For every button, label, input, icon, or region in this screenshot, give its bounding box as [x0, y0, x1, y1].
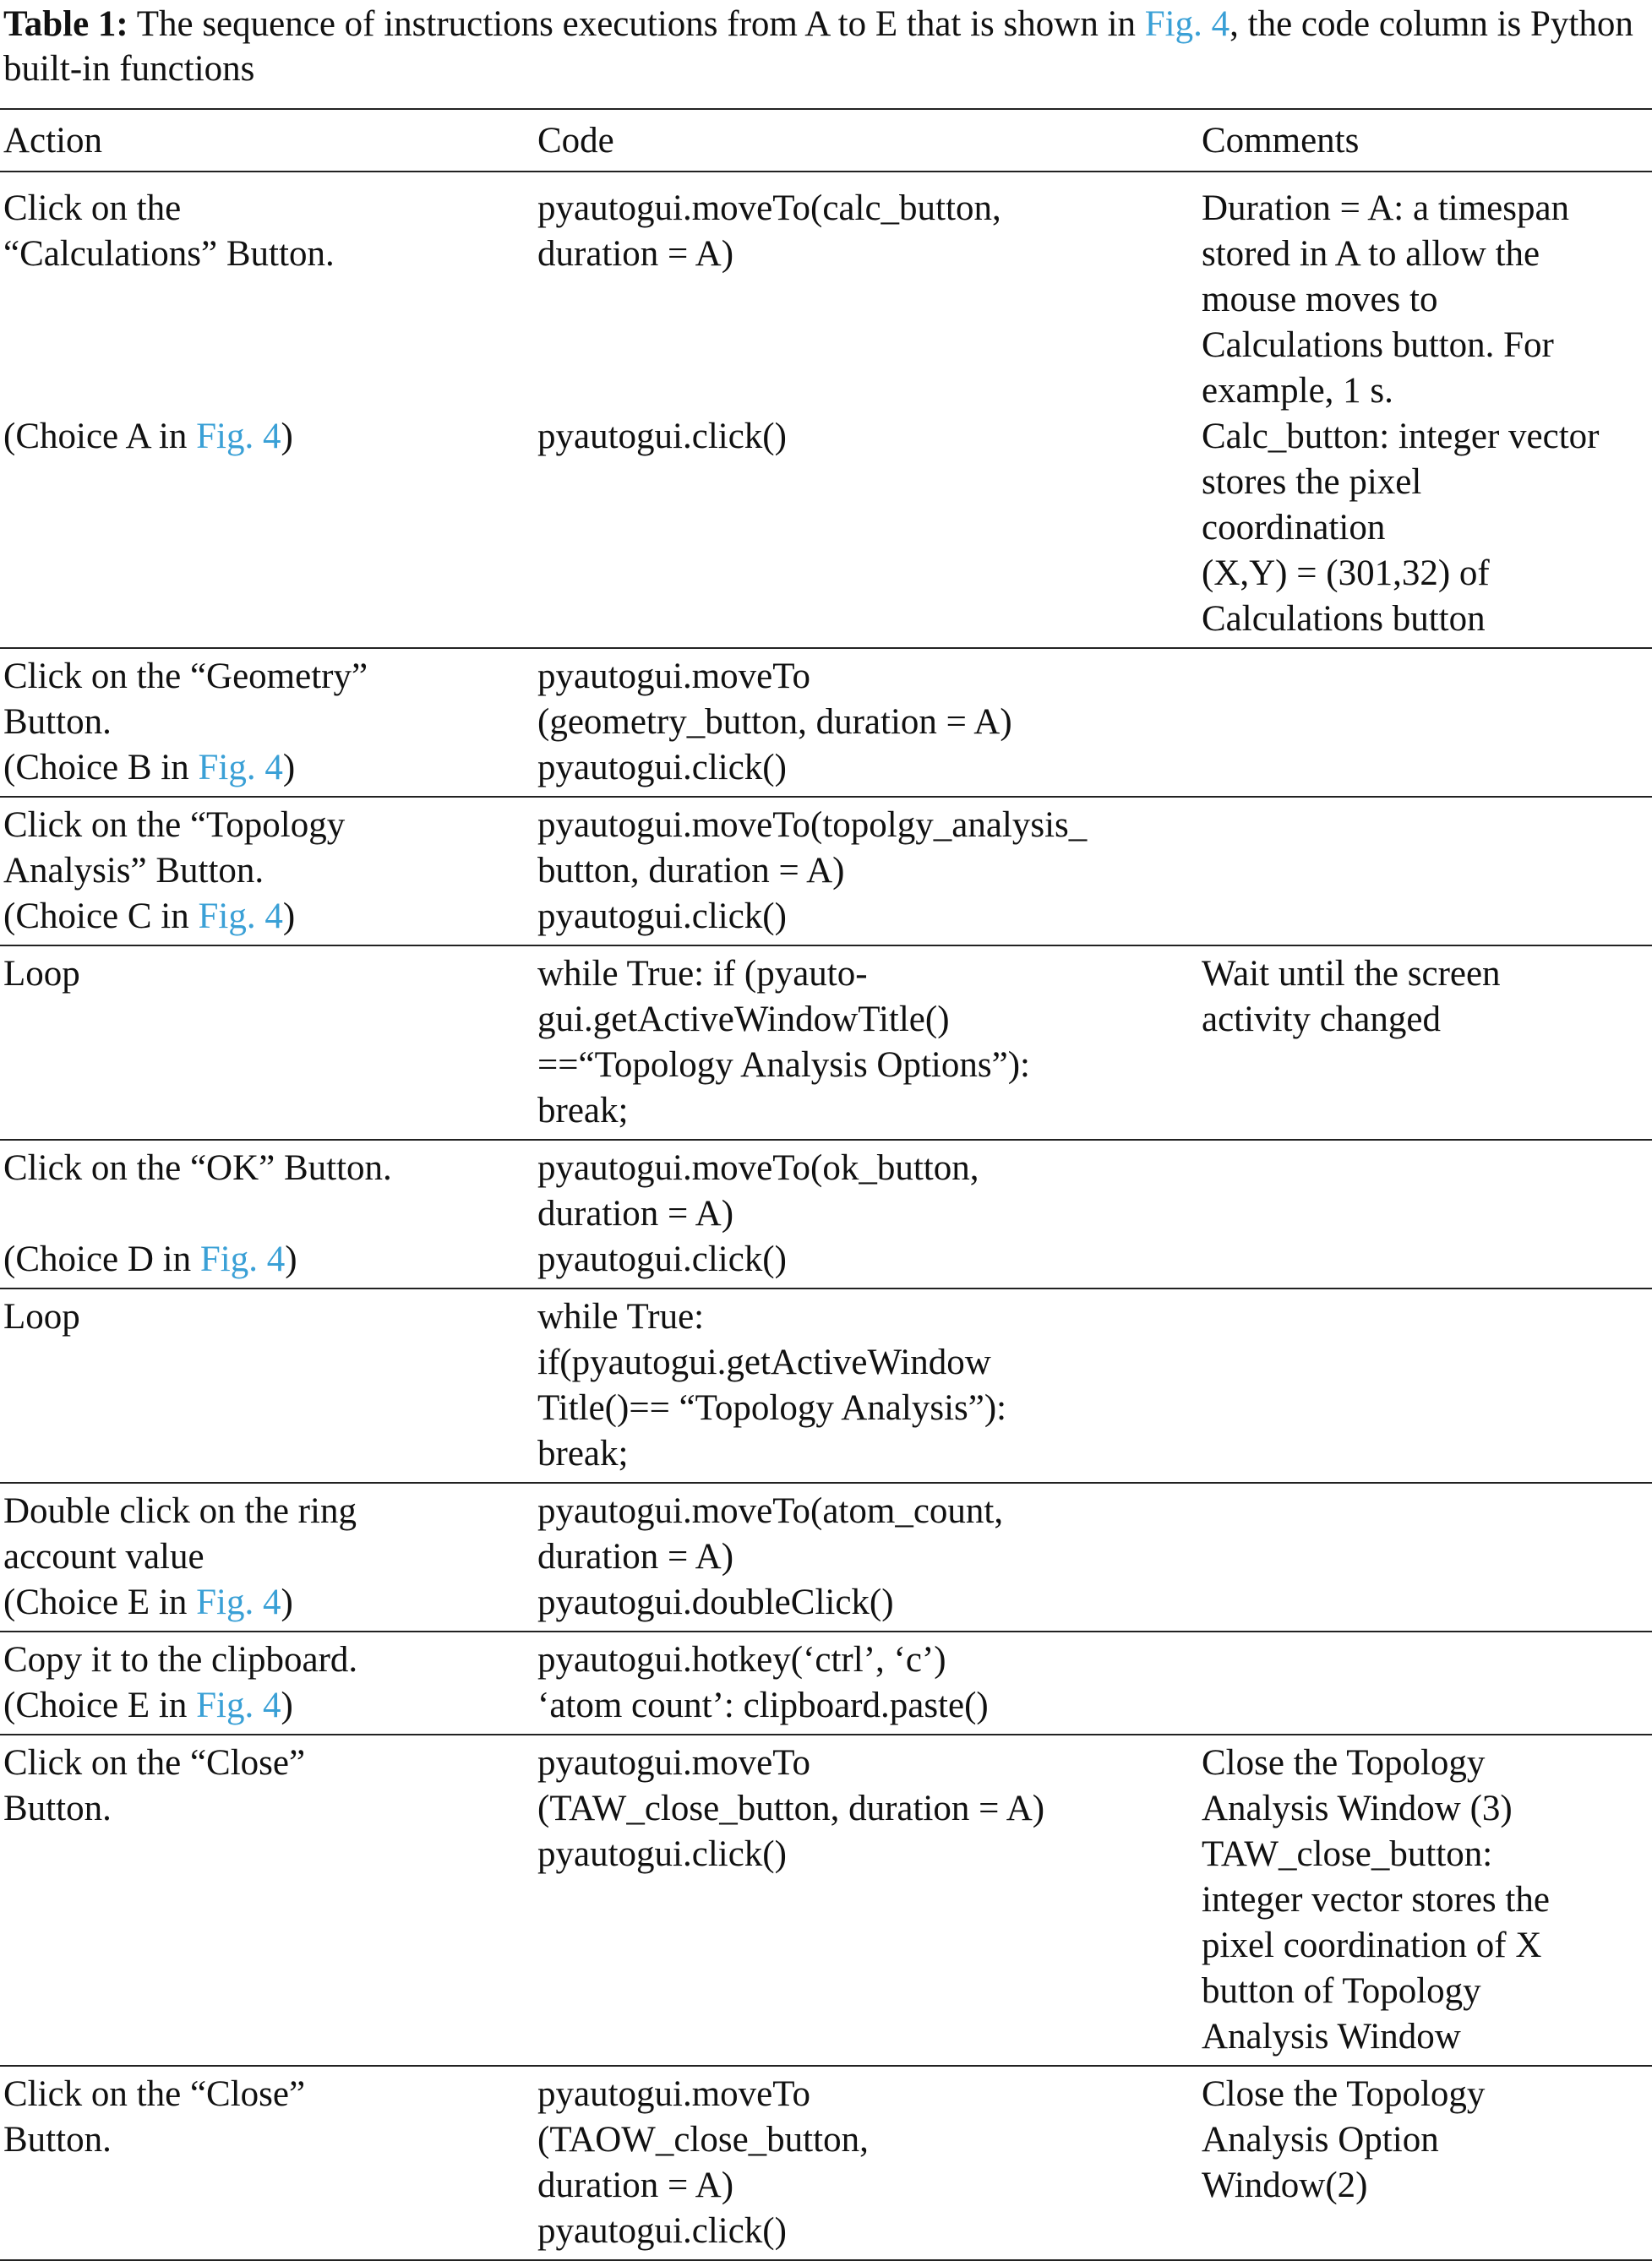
cell-line — [537, 277, 1195, 323]
header-comments: Comments — [1198, 109, 1652, 172]
cell-line: duration = A) — [537, 2166, 734, 2205]
cell-line: Click on the “OK” Button. — [3, 1148, 392, 1188]
cell-line: Wait until the screen — [1202, 954, 1501, 994]
cell-line: example, 1 s. — [1202, 371, 1393, 411]
code-cell — [534, 945, 1198, 1140]
cell-line: Title()== “Topology Analysis”): — [537, 1388, 1007, 1428]
comments-cell — [1198, 1288, 1652, 1483]
cell-line: Button. — [3, 1789, 112, 1828]
cell-line: Copy it to the clipboard. — [3, 1640, 358, 1680]
code-cell — [534, 172, 1198, 648]
cell-line: duration = A) — [537, 1194, 734, 1234]
cell-line: Double click on the ring — [3, 1491, 357, 1531]
cell-line: duration = A) — [537, 1537, 734, 1577]
cell-line: mouse moves to — [1202, 280, 1438, 319]
cell-line: Analysis Option — [1202, 2120, 1439, 2160]
figure-link[interactable]: Fig. 4 — [196, 1583, 281, 1622]
figure-link[interactable]: Fig. 4 — [196, 1686, 281, 1725]
cell-line: activity changed — [1202, 1000, 1441, 1039]
cell-line: pyautogui.click() — [537, 2211, 787, 2251]
cell-line: Click on the “Close” — [3, 1743, 306, 1783]
caption-text-before: The sequence of instructions executions from A to E that is shown in — [128, 4, 1145, 44]
code-cell — [534, 797, 1198, 945]
cell-line: Duration = A: a timespan — [1202, 188, 1570, 228]
cell-line — [3, 1191, 531, 1237]
cell-line: duration = A) — [537, 234, 734, 274]
cell-line: Calculations button — [1202, 599, 1486, 639]
comments-cell — [1198, 2066, 1652, 2260]
action-cell — [0, 1483, 534, 1632]
cell-line — [3, 277, 531, 323]
table-row — [0, 1483, 1652, 1632]
table-row — [0, 945, 1652, 1140]
cell-line: ‘atom count’: clipboard.paste() — [537, 1686, 989, 1725]
cell-line: pyautogui.moveTo(ok_button, — [537, 1148, 979, 1188]
caption-text-after: , the code column is Python built-in functions — [3, 4, 1633, 89]
cell-line: (Choice E in Fig. 4) — [3, 1583, 293, 1622]
cell-line: (TAOW_close_button, — [537, 2120, 869, 2160]
cell-line: Button. — [3, 702, 112, 742]
table-body — [0, 172, 1652, 2260]
instructions-table — [0, 108, 1652, 2261]
cell-line: while True: — [537, 1297, 705, 1337]
cell-line: pyautogui.click() — [537, 1834, 787, 1874]
cell-line: pyautogui.moveTo — [537, 1743, 811, 1783]
cell-line — [3, 323, 531, 368]
cell-line: Loop — [3, 954, 80, 994]
caption-label: Table 1: — [3, 4, 128, 44]
cell-line: button of Topology — [1202, 1971, 1481, 2011]
cell-line: stores the pixel — [1202, 462, 1422, 502]
comments-cell — [1198, 945, 1652, 1140]
cell-line: pyautogui.click() — [537, 417, 787, 456]
comments-cell — [1198, 797, 1652, 945]
comments-cell — [1198, 1140, 1652, 1288]
table-row — [0, 1735, 1652, 2066]
code-cell — [534, 1140, 1198, 1288]
cell-line: Click on the “Geometry” — [3, 657, 368, 696]
cell-line: Click on the “Topology — [3, 805, 346, 845]
comments-cell — [1198, 1483, 1652, 1632]
cell-line: pyautogui.doubleClick() — [537, 1583, 894, 1622]
figure-link[interactable]: Fig. 4 — [199, 1239, 286, 1279]
cell-line: (Choice E in Fig. 4) — [3, 1686, 293, 1725]
code-cell — [534, 648, 1198, 797]
comments-cell — [1198, 172, 1652, 648]
cell-line: stored in A to allow the — [1202, 234, 1540, 274]
cell-line: Click on the — [3, 188, 182, 228]
cell-line: break; — [537, 1091, 629, 1130]
cell-line: pyautogui.click() — [537, 1239, 787, 1279]
cell-line: Close the Topology — [1202, 2074, 1486, 2114]
cell-line: button, duration = A) — [537, 851, 845, 891]
cell-line: (Choice C in Fig. 4) — [3, 896, 296, 936]
caption-figure-link[interactable]: Fig. 4 — [1144, 4, 1230, 44]
cell-line: break; — [537, 1434, 629, 1474]
cell-line: (TAW_close_button, duration = A) — [537, 1789, 1045, 1828]
header-action: Action — [0, 109, 534, 172]
code-cell — [534, 1632, 1198, 1735]
figure-link[interactable]: Fig. 4 — [198, 748, 283, 787]
cell-line: (Choice D in Fig. 4) — [3, 1239, 297, 1279]
cell-line: Analysis Window — [1202, 2017, 1461, 2057]
code-cell — [534, 1288, 1198, 1483]
header-code: Code — [534, 109, 1198, 172]
cell-line: gui.getActiveWindowTitle() — [537, 1000, 950, 1039]
cell-line: account value — [3, 1537, 204, 1577]
comments-cell — [1198, 1735, 1652, 2066]
table-row — [0, 1632, 1652, 1735]
cell-line: pyautogui.click() — [537, 748, 787, 787]
action-cell — [0, 797, 534, 945]
header-row — [0, 109, 1652, 172]
action-cell — [0, 945, 534, 1140]
table-row — [0, 648, 1652, 797]
cell-line: Loop — [3, 1297, 80, 1337]
comments-cell — [1198, 648, 1652, 797]
cell-line: pyautogui.moveTo — [537, 657, 811, 696]
cell-line: Click on the “Close” — [3, 2074, 306, 2114]
cell-line: pyautogui.moveTo(atom_count, — [537, 1491, 1004, 1531]
cell-line: while True: if (pyauto- — [537, 954, 868, 994]
action-cell — [0, 1735, 534, 2066]
cell-line: Calculations button. For — [1202, 325, 1554, 365]
cell-line: pixel coordination of X — [1202, 1926, 1542, 1965]
code-cell — [534, 1735, 1198, 2066]
cell-line: (X,Y) = (301,32) of — [1202, 553, 1490, 593]
action-cell — [0, 2066, 534, 2260]
cell-line: pyautogui.moveTo(calc_button, — [537, 188, 1001, 228]
cell-line: (Choice B in Fig. 4) — [3, 748, 296, 787]
cell-line: (geometry_button, duration = A) — [537, 702, 1012, 742]
cell-line — [3, 368, 531, 414]
cell-line: pyautogui.hotkey(‘ctrl’, ‘c’) — [537, 1640, 946, 1680]
cell-line: “Calculations” Button. — [3, 234, 335, 274]
table-row — [0, 1140, 1652, 1288]
cell-line: TAW_close_button: — [1202, 1834, 1493, 1874]
table-row — [0, 2066, 1652, 2260]
action-cell — [0, 648, 534, 797]
cell-line — [537, 368, 1195, 414]
figure-link[interactable]: Fig. 4 — [196, 417, 281, 456]
cell-line: if(pyautogui.getActiveWindow — [537, 1343, 991, 1382]
code-cell — [534, 2066, 1198, 2260]
action-cell — [0, 1288, 534, 1483]
cell-line: integer vector stores the — [1202, 1880, 1550, 1920]
action-cell — [0, 1140, 534, 1288]
comments-cell — [1198, 1632, 1652, 1735]
cell-line: pyautogui.moveTo — [537, 2074, 811, 2114]
cell-line: Button. — [3, 2120, 112, 2160]
cell-line: coordination — [1202, 508, 1386, 548]
figure-link[interactable]: Fig. 4 — [198, 896, 283, 936]
cell-line: pyautogui.click() — [537, 896, 787, 936]
cell-line: Calc_button: integer vector — [1202, 417, 1600, 456]
table-row — [0, 1288, 1652, 1483]
table-row — [0, 797, 1652, 945]
action-cell — [0, 172, 534, 648]
table-row — [0, 172, 1652, 648]
action-cell — [0, 1632, 534, 1735]
cell-line — [537, 323, 1195, 368]
cell-line: pyautogui.moveTo(topolgy_analysis_ — [537, 805, 1088, 845]
cell-line: Analysis Window (3) — [1202, 1789, 1513, 1828]
table-caption — [3, 2, 1647, 91]
cell-line: (Choice A in Fig. 4) — [3, 417, 293, 456]
cell-line: ==“Topology Analysis Options”): — [537, 1045, 1030, 1085]
cell-line: Analysis” Button. — [3, 851, 264, 891]
code-cell — [534, 1483, 1198, 1632]
cell-line: Window(2) — [1202, 2166, 1368, 2205]
cell-line: Close the Topology — [1202, 1743, 1486, 1783]
